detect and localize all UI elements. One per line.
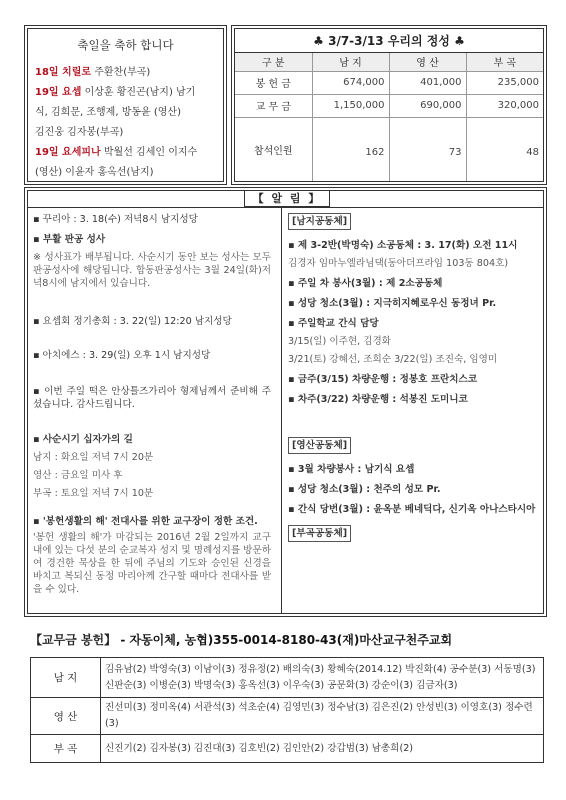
feast-line: 18일 치릴로 주환찬(부곡) <box>35 67 151 78</box>
column-divider <box>281 207 282 613</box>
offering-cell: 690,000 <box>389 94 466 117</box>
notice-detail: 3/15(일) 이주현, 김경화 <box>288 336 392 347</box>
stations-time: 영산 : 금요일 미사 후 <box>33 470 123 481</box>
notice-item: ▪ 성당 청소(3월) : 지극히지혜로우신 동정녀 Pr. <box>288 298 497 309</box>
offering-cell: 401,000 <box>389 71 466 94</box>
feast-day-box <box>27 28 224 182</box>
feast-line: 19일 요셉 이상훈 황진곤(남지) 남기 <box>35 87 196 98</box>
offering-table <box>235 53 543 181</box>
contribution-heading <box>30 631 452 648</box>
offering-header: 남 지 <box>312 53 389 71</box>
offering-row-label: 참석인원 <box>235 117 312 181</box>
contribution-row <box>31 735 544 763</box>
notice-item: ▪ 주일 차 봉사(3월) : 제 2소공동체 <box>288 278 443 289</box>
offering-row-label: 봉 헌 금 <box>235 71 312 94</box>
contribution-title: 【교무금 봉헌】 <box>30 633 117 647</box>
stations-time: 부곡 : 토요일 저녁 7시 10분 <box>33 488 154 499</box>
notice-item: ▪ 간식 당번(3월) : 윤옥분 베네딕다, 신기옥 아나스타시아 <box>288 504 536 515</box>
offering-cell: 235,000 <box>466 71 543 94</box>
feast-line: (영산) 이윤자 홍옥선(남지) <box>35 167 154 178</box>
contribution-names: 진선미(3) 정미옥(4) 서관석(3) 석초순(4) 김영민(3) 정수남(3) 김은진(2) 안성빈(3) 이영호(3) 정수련(3) <box>101 698 544 735</box>
offering-box <box>234 28 544 182</box>
feast-day-title: 축일을 축하 합니다 <box>77 38 174 52</box>
notice-item: ▪ 금주(3/15) 차량운행 : 정봉호 프란치스코 <box>288 374 478 385</box>
offering-cell: 162 <box>312 117 389 181</box>
payment-info: - 자동이체, 농협)355-0014-8180-43(재)마산교구천주교회 <box>116 633 453 647</box>
contribution-row-label: 영 산 <box>31 698 101 735</box>
offering-header: 영 산 <box>389 53 466 71</box>
offering-header: 부 곡 <box>466 53 543 71</box>
contribution-names: 신진기(2) 김자봉(3) 김진대(3) 김호빈(2) 김인안(2) 강갑범(3) 남총희(2) <box>101 735 544 763</box>
notice-item: ▪ 제 3-2반(박명숙) 소공동체 : 3. 17(화) 오전 11시 <box>288 240 518 251</box>
feast-line: 19일 요세피나 박월선 김세인 이지수 <box>35 147 198 158</box>
notice-item: ▪ 부활 판공 성사 <box>33 234 106 245</box>
offering-cell: 320,000 <box>466 94 543 117</box>
namji-community-heading: [남지공동체] <box>288 213 351 230</box>
notice-detail: 김경자 임마누엘라님댁(동아더프라임 103동 804호) <box>288 258 509 269</box>
feast-line: 김진웅 김자봉(부곡) <box>35 127 124 138</box>
notice-paragraph: ※ 성사표가 배부됩니다. 사순시기 동안 보는 성사는 모두 판공성사에 해당됩니다. 합동판공성사는 3월 24일(화)저녁8시에 남지에서 있습니다. <box>33 252 271 289</box>
contribution-names: 김유남(2) 박영숙(3) 이남이(3) 정유정(2) 배의숙(3) 황혜숙(2014.12) 박진화(4) 공수분(3) 서동명(3) 신판순(3) 이병순(3) 박명숙(3) 홍옥선(3) 이우숙(3) 공문화(3) 강순이(3) 김금자(3) <box>101 658 544 698</box>
notice-item: ▪ 아치에스 : 3. 29(일) 오후 1시 남지성당 <box>33 350 211 361</box>
notice-detail: 3/21(토) 강혜선, 조희순 3/22(일) 조진숙, 임영미 <box>288 354 498 365</box>
offering-cell: 1,150,000 <box>312 94 389 117</box>
stations-time: 남지 : 화요일 저녁 7시 20분 <box>33 452 154 463</box>
feast-line: 식, 김희문, 조행제, 방동윤 (영산) <box>35 107 181 118</box>
offering-cell: 48 <box>526 146 539 158</box>
notice-item: ▪ 요셉회 정기총회 : 3. 22(일) 12:20 남지성당 <box>33 316 232 327</box>
notice-item: ▪ 차주(3/22) 차량운행 : 석봉진 도미니코 <box>288 394 468 405</box>
bugok-community-heading: [부곡공동체] <box>288 525 351 542</box>
notice-board <box>27 190 544 614</box>
notice-header-rule <box>28 207 543 208</box>
contribution-row <box>31 698 544 735</box>
notice-item: ▪ 꾸리아 : 3. 18(수) 저녁8시 남지성당 <box>33 214 198 225</box>
notice-item: ▪ 사순시기 십자가의 길 <box>33 434 133 445</box>
contribution-row <box>31 658 544 698</box>
offering-header: 구 분 <box>235 53 312 71</box>
notice-item: ▪ 성당 청소(3월) : 천주의 성모 Pr. <box>288 484 441 495</box>
offering-row-label: 교 무 금 <box>235 94 312 117</box>
notice-title: 【 알 림 】 <box>244 191 330 207</box>
notice-item: ▪ '봉헌생활의 해' 전대사를 위한 교구장이 정한 조건. <box>33 516 258 527</box>
offering-cell: 674,000 <box>312 71 389 94</box>
contribution-row-label: 남 지 <box>31 658 101 698</box>
offering-cell: 73 <box>389 117 466 181</box>
notice-item: ▪ 주일학교 간식 담당 <box>288 318 379 329</box>
contribution-table <box>30 657 544 763</box>
notice-paragraph: '봉헌 생활의 해'가 마감되는 2016년 2월 2일까지 교구 내에 있는 다섯 분의 순교복자 성지 및 명례성지를 방문하여 경건한 묵상을 한 뒤에 주님의 기도와 승인된 신경을 바치고 복되신 동정 마리아께 간구할 때마다 전대사를 받을 수 있다. <box>33 532 271 595</box>
notice-item: ▪ 3월 차량봉사 : 남기식 요셉 <box>288 464 415 475</box>
notice-paragraph: ▪ 이번 주일 떡은 안상틀즈가리아 형제님께서 준비해 주셨습니다. 감사드립니다. <box>33 386 271 410</box>
contribution-row-label: 부 곡 <box>31 735 101 763</box>
yeongsan-community-heading: [영산공동체] <box>288 437 351 454</box>
offering-title: ♣ 3/7-3/13 우리의 정성 ♣ <box>235 29 543 53</box>
